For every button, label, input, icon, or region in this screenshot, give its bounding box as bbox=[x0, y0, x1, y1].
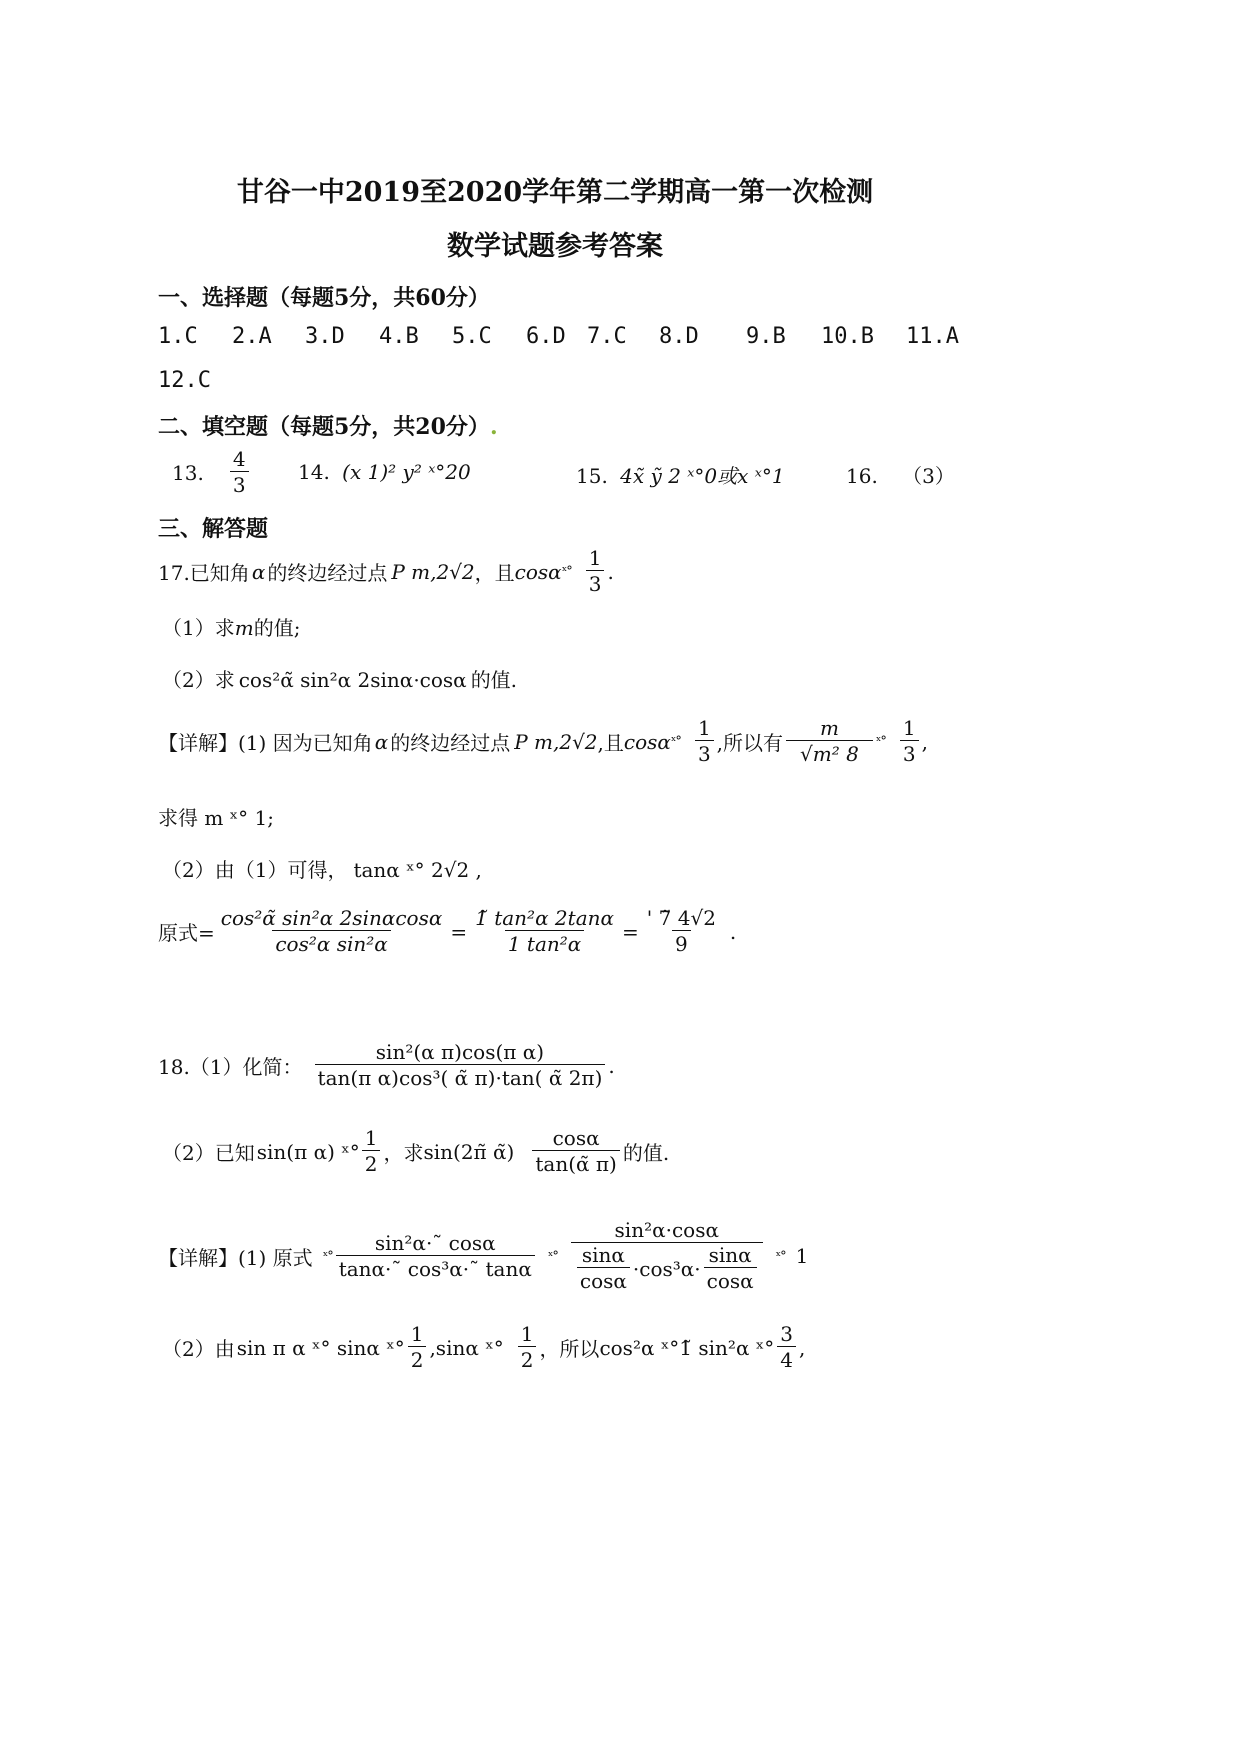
sol-text: (1) 因为已知角 bbox=[238, 731, 373, 755]
part2-suffix: 的值. bbox=[470, 668, 518, 692]
q17-result-m: 求得 m ˣ° 1; bbox=[158, 806, 274, 830]
q14-answer bbox=[298, 460, 471, 484]
inner-mid: ·cos³α· bbox=[632, 1256, 701, 1281]
q15-label: 15. bbox=[576, 464, 608, 488]
var-m: m bbox=[234, 616, 254, 640]
section-solutions-heading: 三、解答题 bbox=[158, 516, 269, 542]
answer-item: 4.B bbox=[379, 324, 419, 349]
answer-item: 8.D bbox=[659, 324, 699, 349]
frac-num: sin²(α π)cos(π α) bbox=[375, 1040, 545, 1064]
heading-text: 二、填空题（每题5分，共20分） bbox=[158, 414, 490, 440]
frac-den: 2 bbox=[408, 1346, 427, 1373]
frac-den: 3 bbox=[695, 740, 714, 767]
part2-given: sin(π α) ˣ° bbox=[256, 1139, 360, 1164]
equals-sign: = bbox=[622, 919, 639, 944]
alpha-symbol: α bbox=[251, 559, 266, 584]
orig-fraction-1 bbox=[218, 906, 446, 957]
sol2-end: , bbox=[799, 1335, 806, 1360]
orig-fraction-3 bbox=[644, 906, 719, 957]
heading-dot: . bbox=[489, 414, 498, 440]
q16-answer bbox=[846, 460, 955, 489]
sol-rel: ˣ° bbox=[547, 1248, 558, 1264]
frac-num: 1 bbox=[520, 1322, 534, 1346]
q18-prefix: 18.（1）化简： bbox=[158, 1055, 303, 1079]
part2-prefix: （2）求 bbox=[162, 668, 235, 692]
orig-end: . bbox=[729, 919, 737, 944]
frac-num: sin²α·˜ cosα bbox=[374, 1230, 496, 1255]
sol-rel: ˣ° bbox=[322, 1248, 333, 1264]
q16-label: 16. bbox=[846, 464, 878, 488]
part2-expr: cos²α̃ sin²α 2sinα·cosα bbox=[238, 668, 467, 692]
q17-cos: cosα bbox=[623, 729, 671, 754]
part1-prefix: （1）求 bbox=[162, 616, 235, 640]
q18-part2 bbox=[162, 1126, 669, 1177]
frac-num: 1 bbox=[697, 716, 711, 740]
q17-solution-part1 bbox=[158, 716, 928, 767]
q14-label: 14. bbox=[298, 460, 330, 484]
sol-fraction-1 bbox=[336, 1231, 535, 1282]
three-quarters-fraction bbox=[777, 1322, 796, 1373]
section-fill-blank-heading bbox=[158, 410, 498, 441]
answer-item: 3.D bbox=[305, 324, 345, 349]
sol-text: 的终边经过点 bbox=[390, 731, 511, 755]
q17-part1 bbox=[162, 612, 300, 641]
q15-answer bbox=[576, 460, 785, 489]
frac-num: 1 bbox=[410, 1322, 424, 1346]
frac-num: 3 bbox=[780, 1322, 794, 1346]
frac-den: 3 bbox=[586, 570, 605, 597]
q18-solution-part1 bbox=[158, 1218, 808, 1294]
q18-end: . bbox=[608, 1053, 615, 1078]
q18-part1 bbox=[158, 1040, 615, 1091]
part2-mid: ，求 bbox=[383, 1141, 424, 1165]
q17-fraction bbox=[586, 546, 605, 597]
answer-item: 1.C bbox=[158, 324, 198, 349]
document-subtitle: 数学试题参考答案 bbox=[447, 231, 663, 262]
q18-fraction bbox=[315, 1040, 606, 1091]
frac-den: √m² 8 bbox=[786, 740, 873, 767]
sol-end: , bbox=[921, 729, 928, 754]
sol2-prefix: （2）由（1）可得， bbox=[162, 858, 348, 882]
q17-part2 bbox=[162, 664, 517, 693]
frac-num: 1 bbox=[364, 1126, 378, 1150]
answer-item: 10.B bbox=[821, 324, 874, 349]
frac-den: cosα bbox=[577, 1267, 630, 1294]
answer-item: 11.A bbox=[906, 324, 959, 349]
sol2-expr-b: ,sinα ˣ° bbox=[429, 1335, 504, 1360]
frac-den: 4 bbox=[777, 1346, 796, 1373]
answer-item: 6.D bbox=[526, 324, 566, 349]
q13-fraction bbox=[230, 447, 249, 498]
sol2-text: ，所以 bbox=[539, 1337, 600, 1361]
frac-num: ' 7̃ 4√2 bbox=[646, 906, 716, 930]
q17-original-expression bbox=[158, 906, 736, 957]
frac-den: tanα·˜ cos³α·˜ tanα bbox=[336, 1255, 535, 1282]
sol-rel: ˣ° bbox=[875, 734, 886, 749]
q17-rel: ˣ° bbox=[561, 564, 572, 579]
answer-item: 2.A bbox=[232, 324, 272, 349]
sol-text: ,所以有 bbox=[716, 731, 784, 755]
frac-den: 2 bbox=[362, 1150, 381, 1177]
answer-item: 12.C bbox=[158, 368, 211, 393]
q17-point: P m,2√2 bbox=[391, 559, 475, 584]
frac-den: 1 tan²α bbox=[505, 930, 584, 957]
half-fraction bbox=[408, 1322, 427, 1373]
q17-cos: cosα bbox=[514, 559, 562, 584]
sol-text: (1) 原式 bbox=[238, 1245, 313, 1270]
q17-mid: 的终边经过点 bbox=[267, 561, 388, 585]
sol2-expr: tanα ˣ° 2√2 , bbox=[353, 858, 482, 882]
q17-prefix: 17.已知角 bbox=[158, 561, 250, 585]
frac-num: 1̃ tan²α 2tanα bbox=[475, 906, 615, 930]
document-title: 甘谷一中2019至2020学年第二学期高一第一次检测 bbox=[236, 177, 874, 208]
frac-den: tan(α̃ π) bbox=[532, 1150, 619, 1177]
frac-num: 4 bbox=[232, 447, 246, 471]
q14-expr: (x 1)² y² ˣ°20 bbox=[342, 460, 471, 484]
answer-item: 5.C bbox=[452, 324, 492, 349]
q17-rel: ˣ° bbox=[670, 734, 681, 749]
sol-fraction bbox=[900, 716, 919, 767]
frac-num: sin²α·cosα bbox=[614, 1218, 719, 1242]
q18-solution-part2 bbox=[162, 1322, 805, 1373]
sol-fraction bbox=[695, 716, 714, 767]
frac-num: sinα bbox=[708, 1243, 752, 1267]
part2-prefix: （2）已知 bbox=[162, 1141, 255, 1165]
frac-num: 1 bbox=[588, 546, 602, 570]
q17-stem bbox=[158, 546, 614, 597]
frac-num: cosα bbox=[552, 1126, 600, 1150]
q15-expr: 4x̃ ỹ 2 ˣ°0或x ˣ°1 bbox=[620, 464, 785, 488]
frac-den: 9 bbox=[672, 930, 691, 957]
detail-tag: 【详解】 bbox=[158, 731, 238, 755]
sol2-expr-a: sin π α ˣ° sinα ˣ° bbox=[236, 1335, 405, 1360]
part1-suffix: 的值; bbox=[253, 616, 301, 640]
sol-text: ,且 bbox=[597, 731, 624, 755]
frac-num: m bbox=[819, 716, 839, 740]
sol-fraction-m bbox=[786, 716, 873, 767]
frac-num: sinα bbox=[581, 1243, 625, 1267]
q17-point: P m,2√2 bbox=[514, 729, 598, 754]
alpha-symbol: α bbox=[374, 729, 389, 754]
part2-suffix: 的值. bbox=[622, 1141, 670, 1165]
section-multiple-choice-heading: 一、选择题（每题5分，共60分） bbox=[158, 285, 490, 311]
frac-den: cos²α sin²α bbox=[272, 930, 390, 957]
q17-solution-part2 bbox=[162, 854, 482, 883]
sol-fraction-2 bbox=[571, 1218, 763, 1294]
half-fraction bbox=[362, 1126, 381, 1177]
frac-num: cos²α̃ sin²α 2sinαcosα bbox=[220, 906, 443, 930]
q17-end: . bbox=[607, 559, 614, 584]
sol-result: 1 bbox=[795, 1244, 809, 1268]
part2-expr: sin(2π̃ α̃) bbox=[423, 1139, 515, 1164]
answer-item: 7.C bbox=[587, 324, 627, 349]
answer-item: 9.B bbox=[746, 324, 786, 349]
frac-den: cosα bbox=[704, 1267, 757, 1294]
frac-den: 3 bbox=[230, 471, 249, 498]
orig-fraction-2 bbox=[472, 906, 617, 957]
part2-fraction bbox=[532, 1126, 619, 1177]
q16-value: （3） bbox=[902, 464, 955, 488]
q17-cond: ，且 bbox=[474, 561, 515, 585]
frac-den: 3 bbox=[900, 740, 919, 767]
frac-den: 2 bbox=[518, 1346, 537, 1373]
equals-sign: = bbox=[450, 919, 468, 944]
sol2-prefix: （2）由 bbox=[162, 1337, 235, 1361]
detail-tag: 【详解】 bbox=[158, 1245, 238, 1270]
inner-fraction bbox=[577, 1243, 630, 1294]
q13-answer bbox=[172, 447, 252, 498]
sol-rel: ˣ° bbox=[775, 1248, 786, 1264]
frac-den: tan(π α)cos³( α̃ π)·tan( α̃ 2π) bbox=[315, 1064, 606, 1091]
orig-label: 原式= bbox=[158, 921, 215, 945]
inner-fraction bbox=[704, 1243, 757, 1294]
half-fraction bbox=[518, 1322, 537, 1373]
frac-den bbox=[571, 1242, 763, 1294]
q13-label: 13. bbox=[172, 460, 204, 485]
sol2-expr-d: cos²α ˣ°1̃ sin²α ˣ° bbox=[599, 1335, 775, 1360]
frac-num: 1 bbox=[902, 716, 916, 740]
